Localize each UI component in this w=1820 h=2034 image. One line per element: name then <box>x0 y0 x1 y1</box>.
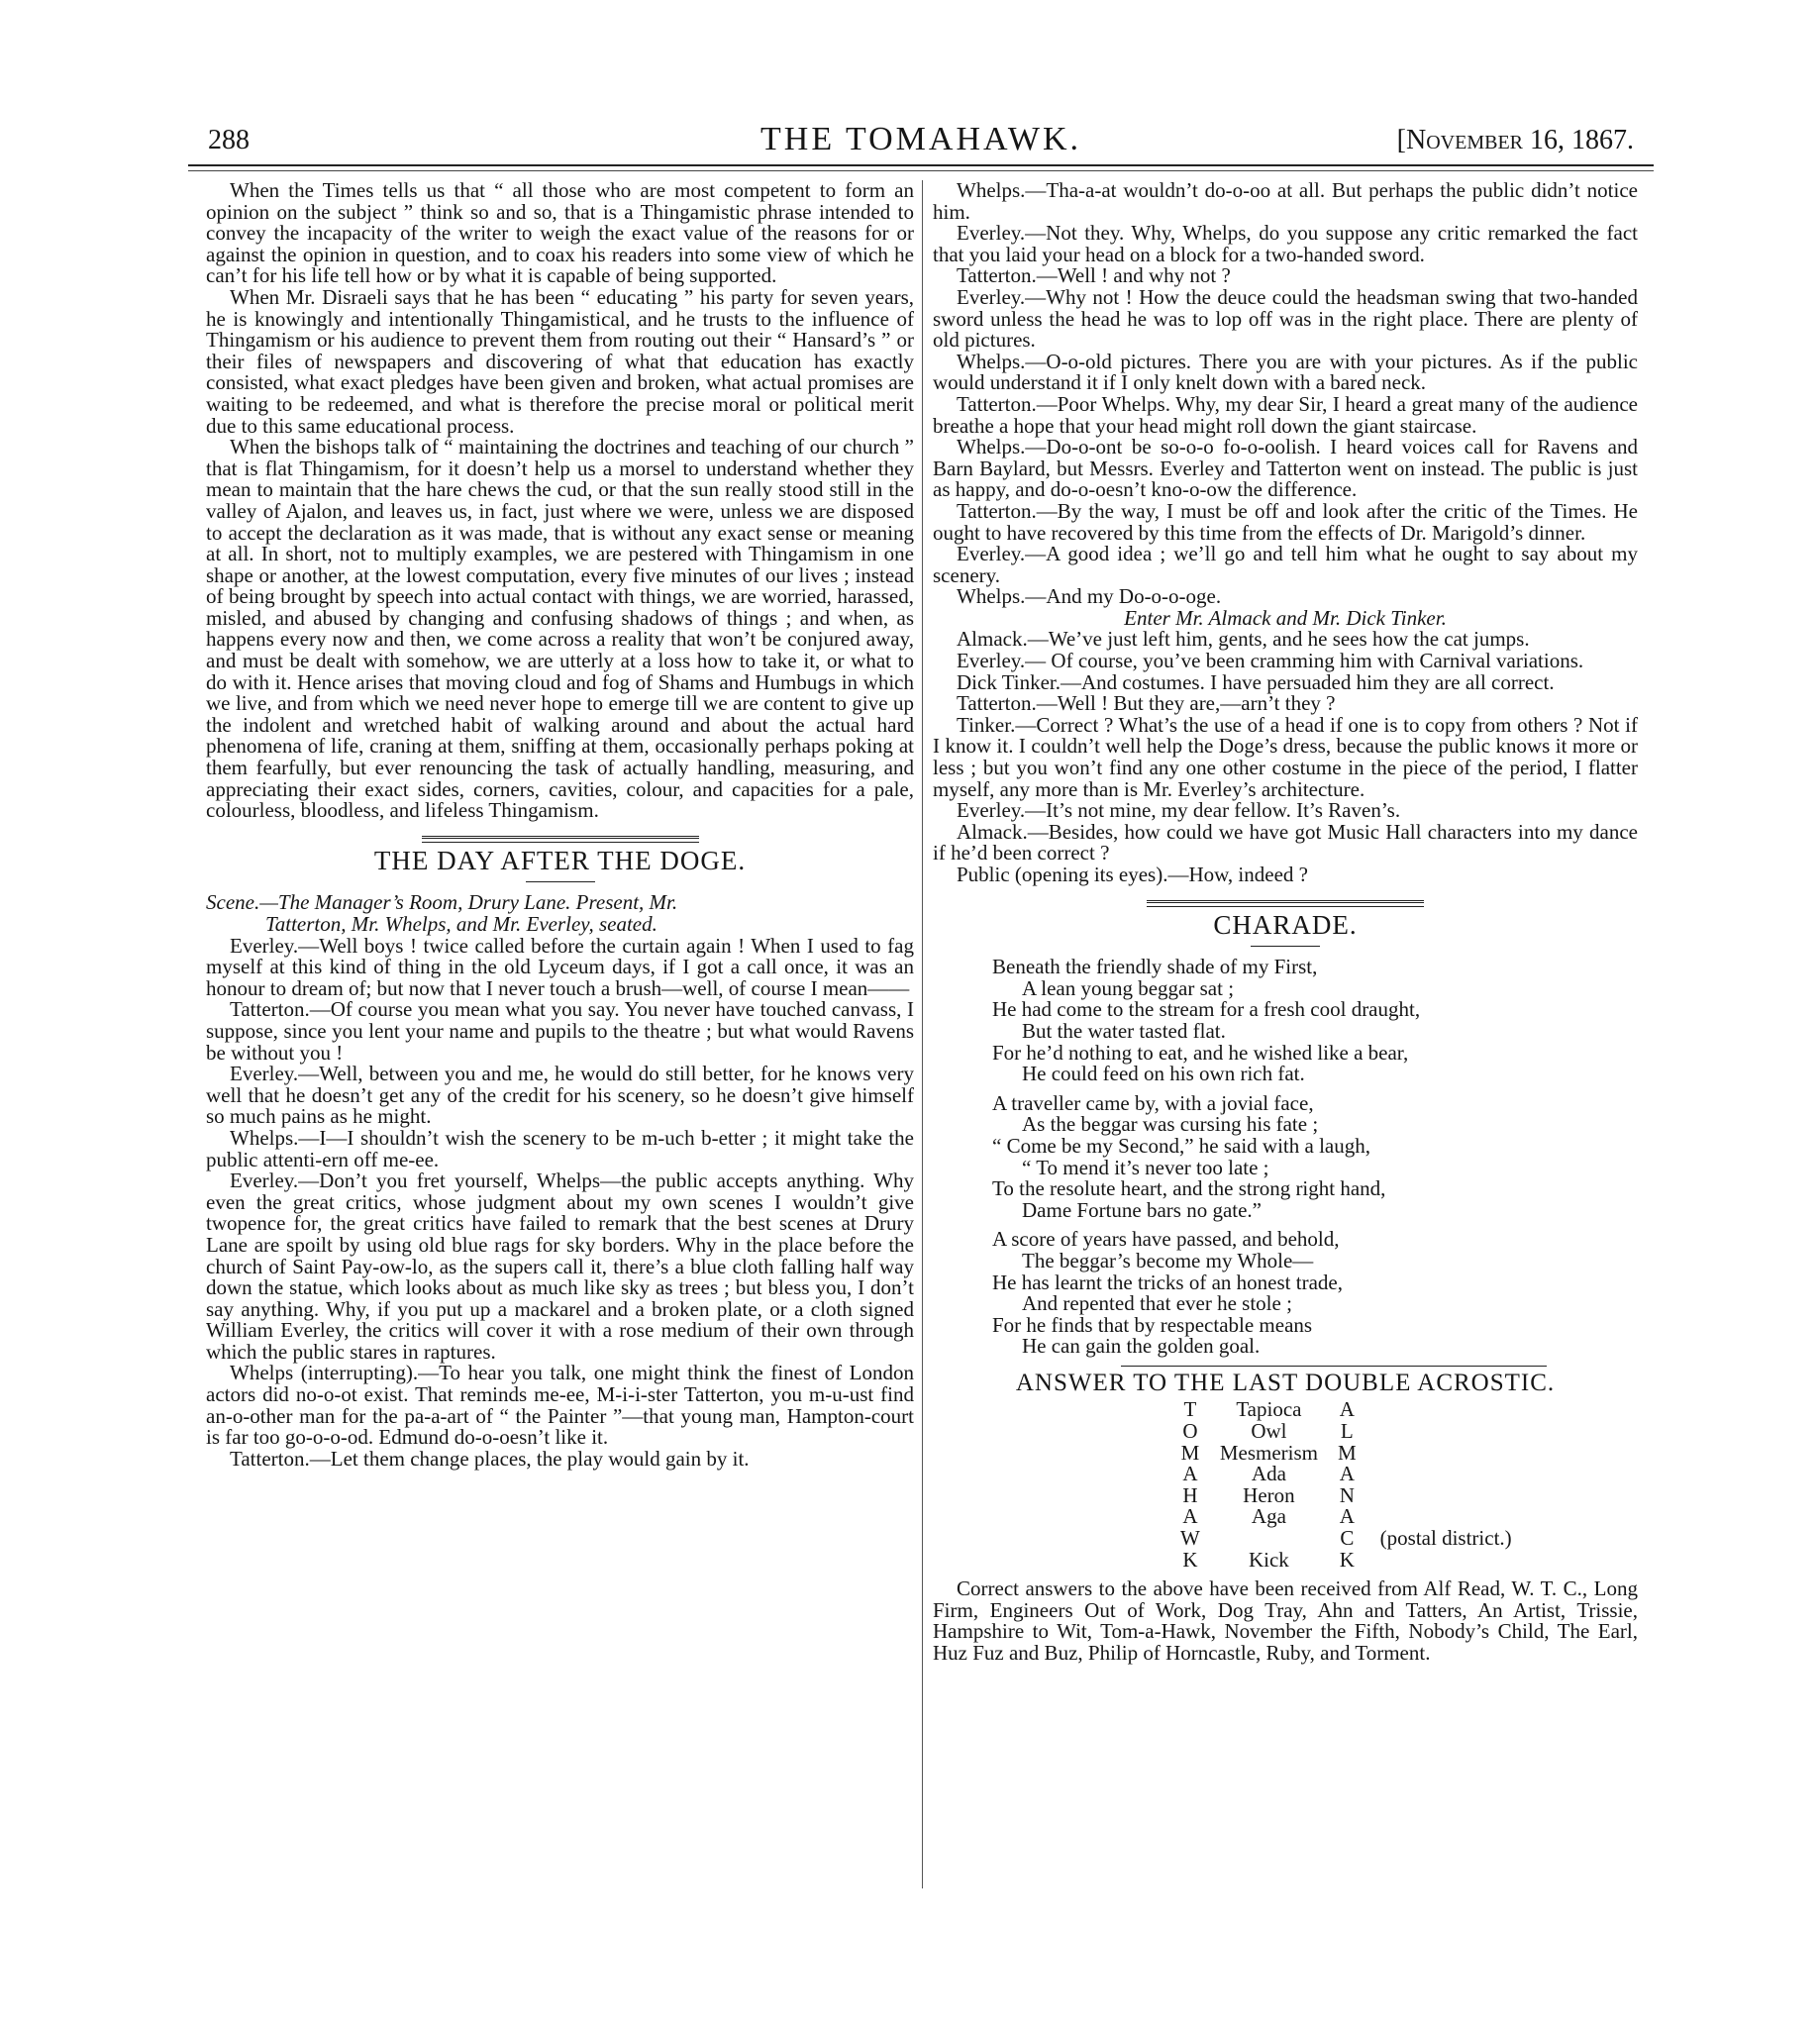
poem-line: He could feed on his own rich fat. <box>1022 1062 1305 1086</box>
acrostic-initial: H <box>1182 1482 1198 1507</box>
acrostic-final: K <box>1339 1547 1355 1572</box>
acrostic-note <box>1366 1399 1522 1421</box>
charade-poem <box>933 957 1638 1358</box>
paragraph: When the bishops talk of “ maintaining the doctrines and teaching of our church ” that is flat Thingamism, for it doesn’t help us a morsel to understand whether they mean to maintain that the hare chews the cud, or that the sun really stood still in the valley of Ajalon, and leaves us, in fact, just where we were, unless we are disposed to accept the declaration as it was made, that is without any exact sense or meaning at all. In short, not to multiply examples, we are pestered with Thingamism in one shape or another, at the lowest computation, every five minutes of our lives ; instead of being brought by speech into actual contact with things, we are worried, harassed, misled, and abused by changing and confusing shadows of things ; and when, as happens every now and then, we come across a reality that won’t be conjured away, and must be dealt with somehow, we are utterly at a loss how to take it, or what to do with it. Hence arises that moving cloud and fog of Shams and Humbugs in which we live, and from which we need never hope to emerge till we are content to give up the indolent and wretched habit of walking around and about the actual hard phenomena of life, craning at them, sniffing at them, occasionally perhaps poking at them fearfully, but ever renouncing the task of actually handling, measuring, and appreciating their exact sides, corners, cavities, colour, and capacities for a pale, colourless, bloodless, and lifeless Thingamism. <box>206 435 914 823</box>
acrostic-final: L <box>1340 1419 1354 1444</box>
acrostic-row <box>1170 1550 1522 1572</box>
dialogue-line: Almack.—We’ve just left him, gents, and he sees how the cat jumps. <box>957 627 1530 652</box>
poem-line: “ To mend it’s never too late ; <box>1022 1155 1269 1179</box>
acrostic-initial: O <box>1182 1419 1198 1444</box>
acrostic-word: Heron <box>1243 1482 1295 1507</box>
scene-direction: Tatterton, Mr. Whelps, and Mr. Everley, seated. <box>265 912 657 936</box>
correct-answers-paragraph: Correct answers to the above have been received from Alf Read, W. T. C., Long Firm, Engineers Out of Work, Dog Tray, Ahn and Tatters, An Artist, Trissie, Hampshire to Wit, Tom-a-Hawk, November the Fifth, Nobody’s Child, The Earl, Huz Fuz and Buz, Philip of Horncastle, Ruby, and Torment. <box>933 1576 1638 1665</box>
acrostic-final: A <box>1339 1462 1355 1486</box>
dialogue-line: Everley.— Of course, you’ve been cramming him with Carnival variations. <box>957 649 1584 673</box>
poem-line: But the water tasted flat. <box>1022 1018 1226 1043</box>
left-column <box>206 180 914 1470</box>
dialogue-line: Everley.—A good idea ; we’ll go and tell him what he ought to say about my scenery. <box>933 542 1638 587</box>
short-rule <box>1121 1366 1547 1367</box>
dialogue-line: Whelps (interrupting).—To hear you talk, one might think the finest of London actors did no-o-ot exist. That reminds me-ee, M-i-i-ster Tatterton, you m-u-ust find an-o-other man for the pa-a-art of “ the Painter ”—that young man, Hampton-court is far too go-o-o-od. Edmund do-o-oesn’t like it. <box>206 1361 914 1450</box>
dialogue-line: Everley.—Don’t you fret yourself, Whelps—the public accepts anything. Why even the great critics, whose judgment about my own scenes I wouldn’t give twopence for, the great critics have failed to remark that the best scenes at Drury Lane are spoilt by using old blue rags for sky borders. Why in the place before the church of Saint Pay-ow-lo, as the supers call it, there’s a blue cloth falling half way down the statue, which looks about as much like sky as trees ; but bless you, I don’t say anything. Why, if you put up a mackarel and a broken plate, or a cloth signed William Everley, the critics will cover it with a rose medium of their own through which the public stares in raptures. <box>206 1169 914 1364</box>
acrostic-word: Kick <box>1248 1547 1289 1572</box>
acrostic-final: A <box>1339 1504 1355 1529</box>
acrostic-initial: A <box>1182 1504 1198 1529</box>
article-heading: THE DAY AFTER THE DOGE. <box>373 845 747 875</box>
poem-line: A lean young beggar sat ; <box>1022 975 1235 1000</box>
acrostic-note <box>1366 1464 1522 1485</box>
acrostic-final: C <box>1340 1526 1355 1551</box>
acrostic-table <box>1170 1399 1522 1571</box>
dialogue-line: Whelps.—Do-o-ont be so-o-o fo-o-oolish. I heard voices call for Ravens and Barn Baylard, but Messrs. Everley and Tatterton went on instead. The public is just as happy, and do-o-oesn’t kno-o-ow the difference. <box>933 435 1638 502</box>
newspaper-page <box>188 109 1654 1901</box>
poem-line: He has learnt the tricks of an honest trade, <box>992 1270 1343 1294</box>
page-number: 288 <box>208 125 250 155</box>
scene-direction: Scene.—The Manager’s Room, Drury Lane. Present, Mr. <box>206 890 678 915</box>
poem-line: “ Come be my Second,” he said with a laugh, <box>992 1133 1370 1158</box>
acrostic-row <box>1170 1506 1522 1528</box>
dialogue-line: Everley.—Well boys ! twice called before the curtain again ! When I used to fag myself at this kind of thing in the old Lyceum days, if I got a call once, it was an honour to dream of; but now that I never touch a brush—well, of course I mean—— <box>206 933 914 1000</box>
short-rule <box>1251 946 1320 947</box>
poem-line: Beneath the friendly shade of my First, <box>992 955 1318 979</box>
section-rule <box>1147 900 1424 907</box>
masthead <box>188 109 1654 166</box>
acrostic-row <box>1170 1528 1522 1550</box>
poem-line: For he finds that by respectable means <box>992 1312 1313 1337</box>
acrostic-word <box>1210 1528 1328 1550</box>
section-rule <box>422 836 699 843</box>
dialogue-line: Whelps.—I—I shouldn’t wish the scenery to be m-uch b-etter ; it might take the public attenti-ern off me-ee. <box>206 1125 914 1171</box>
acrostic-initial: M <box>1180 1440 1200 1465</box>
acrostic-word: Mesmerism <box>1219 1440 1318 1465</box>
acrostic-note <box>1366 1443 1522 1465</box>
acrostic-initial: K <box>1182 1547 1198 1572</box>
poem-line: For he’d nothing to eat, and he wished like a bear, <box>992 1040 1409 1065</box>
dialogue-line: Tatterton.—Well ! But they are,—arn’t they ? <box>957 691 1336 716</box>
dialogue-line: Tatterton.—Well ! and why not ? <box>957 263 1231 288</box>
acrostic-row <box>1170 1399 1522 1421</box>
acrostic-row <box>1170 1443 1522 1465</box>
poem-stanza <box>992 1090 1638 1222</box>
dialogue-line: Everley.—Not they. Why, Whelps, do you suppose any critic remarked the fact that you laid your head on a block for a two-handed sword. <box>933 221 1638 266</box>
stage-direction: Enter Mr. Almack and Mr. Dick Tinker. <box>1124 605 1447 630</box>
dialogue-line: Everley.—Well, between you and me, he would do still better, for he knows very well that he doesn’t get any of the credit for his scenery, so he doesn’t give himself so much pains as he might. <box>206 1062 914 1129</box>
acrostic-note <box>1366 1421 1522 1443</box>
dialogue-line: Everley.—Why not ! How the deuce could the headsman swing that two-handed sword unless the head he was to lop off was in the right place. There are plenty of old pictures. <box>933 284 1638 353</box>
poem-line: He had come to the stream for a fresh cool draught, <box>992 997 1421 1022</box>
poem-line: A traveller came by, with a jovial face, <box>992 1090 1314 1115</box>
poem-line: As the beggar was cursing his fate ; <box>1022 1112 1319 1137</box>
dialogue-line: Everley.—It’s not mine, my dear fellow. It’s Raven’s. <box>957 798 1401 823</box>
acrostic-word: Ada <box>1251 1462 1286 1486</box>
header-rule <box>188 170 1654 171</box>
acrostic-word: Tapioca <box>1236 1397 1302 1422</box>
dialogue-line: Tatterton.—Of course you mean what you say. You never have touched canvass, I suppose, since you lent your name and pupils to the theatre ; but what would Ravens be without you ! <box>206 997 914 1065</box>
acrostic-initial: W <box>1180 1526 1200 1551</box>
paragraph: When Mr. Disraeli says that he has been “ educating ” his party for seven years, he is knowingly and intentionally Thingamistical, and he trusts to the influence of Thingamism or his audience to prevent them from routing out their “ Hansard’s ” or their files of newspapers and discovering of what that education has exactly consisted, what exact pledges have been given and broken, what actual promises are waiting to be redeemed, and what is therefore the precise moral or political merit due to this same educational process. <box>206 284 914 438</box>
dialogue-line: Tatterton.—Let them change places, the play would gain by it. <box>230 1446 750 1471</box>
poem-line: To the resolute heart, and the strong right hand, <box>992 1176 1386 1201</box>
dialogue-line: Public (opening its eyes).—How, indeed ? <box>957 863 1308 886</box>
dialogue-line: Tatterton.—By the way, I must be off and look after the critic of the Times. He ought to have recovered by this time from the effects of Dr. Marigold’s dinner. <box>933 498 1638 545</box>
column-divider <box>922 180 923 1888</box>
acrostic-note <box>1366 1485 1522 1507</box>
acrostic-final: N <box>1339 1482 1355 1507</box>
acrostic-note <box>1366 1506 1522 1528</box>
acrostic-word: Aga <box>1251 1504 1286 1529</box>
acrostic-heading: ANSWER TO THE LAST DOUBLE ACROSTIC. <box>1015 1369 1556 1396</box>
acrostic-final: M <box>1337 1440 1357 1465</box>
acrostic-row <box>1170 1464 1522 1485</box>
short-rule <box>526 881 595 882</box>
dialogue-line: Whelps.—Tha-a-at wouldn’t do-o-oo at all. But perhaps the public didn’t notice him. <box>933 178 1638 224</box>
poem-line: The beggar’s become my Whole— <box>1022 1248 1314 1272</box>
acrostic-note <box>1366 1550 1522 1572</box>
charade-heading: CHARADE. <box>1213 909 1358 940</box>
dialogue-line: Almack.—Besides, how could we have got Music Hall characters into my dance if he’d been correct ? <box>933 819 1638 865</box>
publication-title: THE TOMAHAWK. <box>760 121 1081 157</box>
acrostic-row <box>1170 1485 1522 1507</box>
poem-line: Dame Fortune bars no gate.” <box>1022 1197 1263 1222</box>
poem-stanza <box>992 957 1638 1085</box>
dialogue-line: Whelps.—O-o-old pictures. There you are with your pictures. As if the public would understand it if I only knelt down with a bared neck. <box>933 349 1638 395</box>
poem-line: And repented that ever he stole ; <box>1022 1291 1292 1316</box>
dialogue-line: Tatterton.—Poor Whelps. Why, my dear Sir, I heard a great many of the audience breathe a hope that your head might roll down the giant staircase. <box>933 391 1638 438</box>
issue-date: [November 16, 1867. <box>1396 125 1634 155</box>
dialogue-line: Dick Tinker.—And costumes. I have persuaded him they are all correct. <box>957 669 1555 694</box>
acrostic-word: Owl <box>1251 1419 1287 1444</box>
acrostic-final: A <box>1339 1397 1355 1422</box>
acrostic-note: (postal district.) <box>1379 1526 1512 1551</box>
right-column <box>933 180 1638 1665</box>
poem-line: A score of years have passed, and behold, <box>992 1227 1340 1252</box>
poem-line: He can gain the golden goal. <box>1022 1334 1261 1359</box>
acrostic-initial: T <box>1183 1397 1197 1422</box>
paragraph: When the Times tells us that “ all those who are most competent to form an opinion on the subject ” think so and so, that is a Thingamistic phrase intended to convey the incapacity of the writer to weigh the exact value of the reasons for or against the opinion in question, and to coax his readers into some view of which he can’t for his life tell how or by what it is capable of being supported. <box>206 178 914 288</box>
dialogue-line: Whelps.—And my Do-o-o-oge. <box>957 584 1222 609</box>
poem-stanza <box>992 1229 1638 1358</box>
acrostic-row <box>1170 1421 1522 1443</box>
dialogue-line: Tinker.—Correct ? What’s the use of a head if one is to copy from others ? Not if I know it. I couldn’t well help the Doge’s dress, because the public knows it more or less ; but you won’t find any one other costume in the piece of the period, I flatter myself, any more than is Mr. Everley’s architecture. <box>933 712 1638 801</box>
acrostic-initial: A <box>1182 1462 1198 1486</box>
